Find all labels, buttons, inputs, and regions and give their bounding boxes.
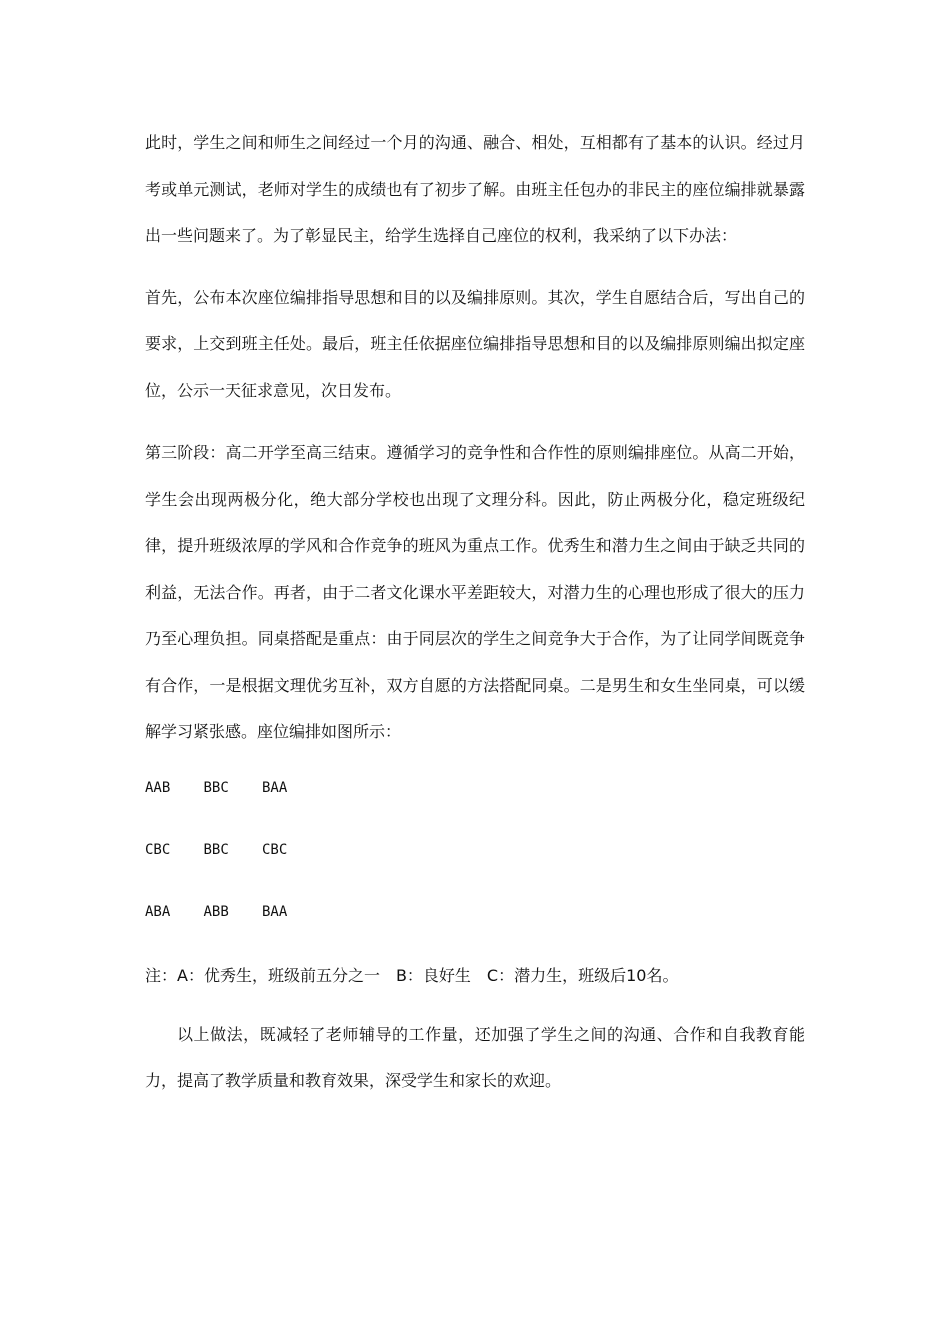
seating-cell: CBC <box>262 841 288 858</box>
seating-cell: BBC <box>203 841 229 858</box>
seating-cell: BAA <box>262 903 288 920</box>
seating-cell: CBC <box>145 841 171 858</box>
paragraph-democratic-seating: 此时，学生之间和师生之间经过一个月的沟通、融合、相处，互相都有了基本的认识。经过月考或单元测试，老师对学生的成绩也有了初步了解。由班主任包办的非民主的座位编排就暴露出一些问题来了。为了彰显民主，给学生选择自己座位的权利，我采纳了以下办法： <box>145 133 805 245</box>
seating-cell: BAA <box>262 779 288 796</box>
seating-cell: BBC <box>203 779 229 796</box>
seating-row <box>145 841 805 903</box>
document-body <box>145 120 805 1105</box>
seating-cell: AAB <box>145 779 171 796</box>
seating-cell: ABA <box>145 903 171 920</box>
seating-chart <box>145 779 805 965</box>
seating-legend-note: 注：A：优秀生，班级前五分之一 B：良好生 C：潜力生，班级后10名。 <box>145 965 679 985</box>
seating-cell: ABB <box>203 903 229 920</box>
paragraph-conclusion: 以上做法，既减轻了老师辅导的工作量，还加强了学生之间的沟通、合作和自我教育能力，提高了教学质量和教育效果，深受学生和家长的欢迎。 <box>145 1024 805 1090</box>
seating-row <box>145 779 805 841</box>
paragraph-seating-procedure: 首先，公布本次座位编排指导思想和目的以及编排原则。其次，学生自愿结合后，写出自己的要求，上交到班主任处。最后，班主任依据座位编排指导思想和目的以及编排原则编出拟定座位，公示一天征求意见，次日发布。 <box>145 287 805 400</box>
seating-row <box>145 903 805 965</box>
paragraph-third-stage: 第三阶段：高二开学至高三结束。遵循学习的竞争性和合作性的原则编排座位。从高二开始，学生会出现两极分化，绝大部分学校也出现了文理分科。因此，防止两极分化，稳定班级纪律，提升班级浓厚的学风和合作竞争的班风为重点工作。优秀生和潜力生之间由于缺乏共同的利益，无法合作。再者，由于二者文化课水平差距较大，对潜力生的心理也形成了很大的压力乃至心理负担。同桌搭配是重点：由于同层次的学生之间竞争大于合作，为了让同学间既竞争有合作，一是根据文理优劣互补，双方自愿的方法搭配同桌。二是男生和女生坐同桌，可以缓解学习紧张感。座位编排如图所示： <box>145 443 805 741</box>
